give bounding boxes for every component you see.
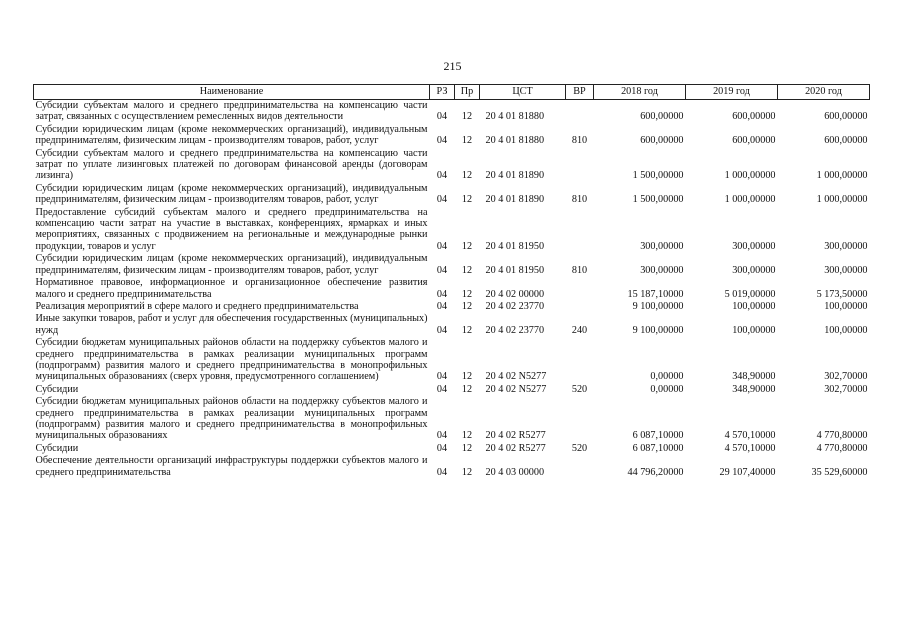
cell-y2020: 4 770,80000: [816, 442, 868, 454]
cell-pr: 12: [461, 466, 473, 478]
cell-y2020: 600,00000: [824, 135, 868, 147]
cell-vr: [566, 277, 594, 301]
cell-y2020: 4 770,80000: [816, 430, 868, 442]
header-vr: ВР: [566, 85, 594, 100]
page-number: 215: [443, 59, 462, 73]
cell-y2020: 300,00000: [824, 264, 868, 276]
cell-cst: 20 4 01 81890: [485, 194, 545, 206]
cell-y2019: 1 000,00000: [724, 194, 776, 206]
cell-y2018: 9 100,00000: [632, 300, 684, 312]
cell-y2018: 15 187,10000: [627, 288, 684, 300]
table-row: [34, 455, 870, 479]
cell-cst: 20 4 02 N5277: [485, 371, 547, 383]
table-header-row: [34, 85, 870, 100]
cell-vr: [566, 301, 594, 313]
cell-y2018: 9 100,00000: [632, 324, 684, 336]
cell-cst: 20 4 02 N5277: [485, 383, 547, 395]
table-row: [34, 396, 870, 443]
cell-pr: 12: [461, 371, 473, 383]
cell-cst: 20 4 02 23770: [485, 324, 545, 336]
cell-vr: 810: [571, 194, 588, 206]
table-row: [34, 301, 870, 313]
cell-vr: [566, 148, 594, 183]
cell-name: Иные закупки товаров, работ и услуг для обеспечения государственных (муниципальных) нужд: [35, 313, 428, 336]
cell-rz: 04: [436, 170, 448, 182]
cell-rz: 04: [436, 288, 448, 300]
cell-y2020: 5 173,50000: [816, 288, 868, 300]
table-row: [34, 183, 870, 207]
cell-y2019: 600,00000: [732, 111, 776, 123]
cell-rz: 04: [436, 383, 448, 395]
header-name: Наименование: [34, 85, 430, 100]
cell-rz: 04: [436, 371, 448, 383]
cell-y2020: 302,70000: [824, 383, 868, 395]
cell-vr: [566, 337, 594, 384]
table-row: [34, 277, 870, 301]
cell-y2020: 300,00000: [824, 240, 868, 252]
cell-pr: 12: [461, 442, 473, 454]
cell-cst: 20 4 01 81880: [485, 135, 545, 147]
header-2018: 2018 год: [594, 85, 686, 100]
cell-name: Субсидии бюджетам муниципальных районов области на поддержку субъектов малого и среднего предпринимательства в рамках реализации муниципальных программ (подпрограмм) развития малого и среднего предпринимательства в монопрофильных муниципальных образованиях (сверх уровня, предусмотренного соглашением): [35, 337, 428, 383]
cell-cst: 20 4 01 81950: [485, 240, 545, 252]
cell-y2020: 35 529,60000: [811, 466, 868, 478]
cell-cst: 20 4 02 23770: [485, 300, 545, 312]
cell-rz: 04: [436, 442, 448, 454]
cell-y2018: 300,00000: [640, 264, 684, 276]
cell-pr: 12: [461, 383, 473, 395]
cell-y2019: 348,90000: [732, 383, 776, 395]
cell-y2018: 44 796,20000: [627, 466, 684, 478]
cell-y2018: 600,00000: [640, 111, 684, 123]
table-row: [34, 100, 870, 124]
header-pr: Пр: [455, 85, 480, 100]
header-2019: 2019 год: [686, 85, 778, 100]
cell-name: Субсидии юридическим лицам (кроме некоммерческих организаций), индивидуальным предпринимателям, физическим лицам - производителям товаров, работ, услуг: [35, 253, 428, 276]
cell-y2020: 302,70000: [824, 371, 868, 383]
cell-rz: 04: [436, 135, 448, 147]
table-row: [34, 337, 870, 384]
cell-y2019: 4 570,10000: [724, 442, 776, 454]
cell-pr: 12: [461, 430, 473, 442]
cell-y2018: 0,00000: [650, 383, 684, 395]
cell-y2018: 6 087,10000: [632, 442, 684, 454]
cell-vr: 240: [571, 324, 588, 336]
cell-cst: 20 4 02 00000: [485, 288, 545, 300]
cell-cst: 20 4 02 R5277: [485, 442, 546, 454]
cell-name: Реализация мероприятий в сфере малого и среднего предпринимательства: [35, 300, 359, 312]
cell-rz: 04: [436, 430, 448, 442]
cell-rz: 04: [436, 466, 448, 478]
cell-y2019: 348,90000: [732, 371, 776, 383]
cell-y2020: 100,00000: [824, 300, 868, 312]
cell-cst: 20 4 03 00000: [485, 466, 545, 478]
cell-pr: 12: [461, 194, 473, 206]
cell-rz: 04: [436, 194, 448, 206]
cell-y2019: 5 019,00000: [724, 288, 776, 300]
table-row: [34, 384, 870, 396]
cell-y2019: 4 570,10000: [724, 430, 776, 442]
cell-name: Субсидии юридическим лицам (кроме некоммерческих организаций), индивидуальным предпринимателям, физическим лицам - производителям товаров, работ, услуг: [35, 182, 428, 206]
cell-pr: 12: [461, 324, 473, 336]
cell-pr: 12: [461, 170, 473, 182]
cell-vr: [566, 207, 594, 254]
cell-y2020: 1 000,00000: [816, 194, 868, 206]
cell-cst: 20 4 01 81880: [485, 111, 545, 123]
table-body: [34, 100, 870, 480]
table-row: [34, 124, 870, 148]
table-row: [34, 148, 870, 183]
cell-y2018: 300,00000: [640, 240, 684, 252]
cell-name: Субсидии бюджетам муниципальных районов области на поддержку субъектов малого и среднего предпринимательства в рамках реализации муниципальных программ (подпрограмм) развития малого и среднего предпринимательства в монопрофильных муниципальных образованиях: [35, 396, 428, 442]
cell-name: Субсидии: [35, 442, 79, 454]
table-row: [34, 253, 870, 277]
cell-pr: 12: [461, 111, 473, 123]
table-row: [34, 207, 870, 254]
table-row: [34, 443, 870, 455]
cell-y2018: 0,00000: [650, 371, 684, 383]
cell-rz: 04: [436, 300, 448, 312]
cell-cst: 20 4 01 81950: [485, 264, 545, 276]
cell-pr: 12: [461, 264, 473, 276]
cell-rz: 04: [436, 111, 448, 123]
cell-y2018: 1 500,00000: [632, 194, 684, 206]
cell-vr: 520: [571, 383, 588, 395]
header-cst: ЦСТ: [480, 85, 566, 100]
cell-rz: 04: [436, 324, 448, 336]
cell-y2018: 600,00000: [640, 135, 684, 147]
cell-vr: 520: [571, 442, 588, 454]
cell-y2020: 600,00000: [824, 111, 868, 123]
cell-y2018: 1 500,00000: [632, 170, 684, 182]
cell-pr: 12: [461, 288, 473, 300]
cell-y2019: 1 000,00000: [724, 170, 776, 182]
cell-name: Субсидии субъектам малого и среднего предпринимательства на компенсацию части затрат, связанных с осуществлением ремесленных видов деятельности: [35, 100, 428, 123]
cell-y2019: 100,00000: [732, 300, 776, 312]
cell-name: Субсидии: [35, 383, 79, 395]
cell-cst: 20 4 02 R5277: [485, 430, 546, 442]
cell-y2019: 100,00000: [732, 324, 776, 336]
header-2020: 2020 год: [778, 85, 870, 100]
cell-y2020: 100,00000: [824, 324, 868, 336]
cell-y2020: 1 000,00000: [816, 170, 868, 182]
cell-name: Нормативное правовое, информационное и организационное обеспечение развития малого и среднего предпринимательства: [35, 277, 428, 300]
cell-y2019: 300,00000: [732, 264, 776, 276]
cell-vr: 810: [571, 135, 588, 147]
cell-y2019: 29 107,40000: [719, 466, 776, 478]
cell-vr: [566, 100, 594, 124]
header-rz: РЗ: [430, 85, 455, 100]
cell-pr: 12: [461, 240, 473, 252]
cell-name: Субсидии юридическим лицам (кроме некоммерческих организаций), индивидуальным предпринимателям, физическим лицам - производителям товаров, работ, услуг: [35, 123, 428, 147]
cell-vr: [566, 396, 594, 443]
cell-name: Субсидии субъектам малого и среднего предпринимательства на компенсацию части затрат по уплате лизинговых платежей по договорам финансовой аренды (договорам лизинга): [35, 147, 428, 182]
cell-cst: 20 4 01 81890: [485, 170, 545, 182]
cell-pr: 12: [461, 135, 473, 147]
cell-pr: 12: [461, 300, 473, 312]
cell-rz: 04: [436, 264, 448, 276]
cell-vr: 810: [571, 264, 588, 276]
table-row: [34, 313, 870, 337]
cell-vr: [566, 455, 594, 479]
cell-rz: 04: [436, 240, 448, 252]
cell-name: Предоставление субсидий субъектам малого и среднего предпринимательства на компенсацию части затрат на участие в выставках, конференциях, ярмарках и иных мероприятиях, связанных с продвижением на региональные и международные рынки продукции, товаров и услуг: [35, 206, 428, 252]
cell-y2019: 300,00000: [732, 240, 776, 252]
cell-y2019: 600,00000: [732, 135, 776, 147]
cell-name: Обеспечение деятельности организаций инфраструктуры поддержки субъектов малого и среднего предпринимательства: [35, 455, 428, 478]
cell-y2018: 6 087,10000: [632, 430, 684, 442]
budget-table: [33, 84, 870, 479]
